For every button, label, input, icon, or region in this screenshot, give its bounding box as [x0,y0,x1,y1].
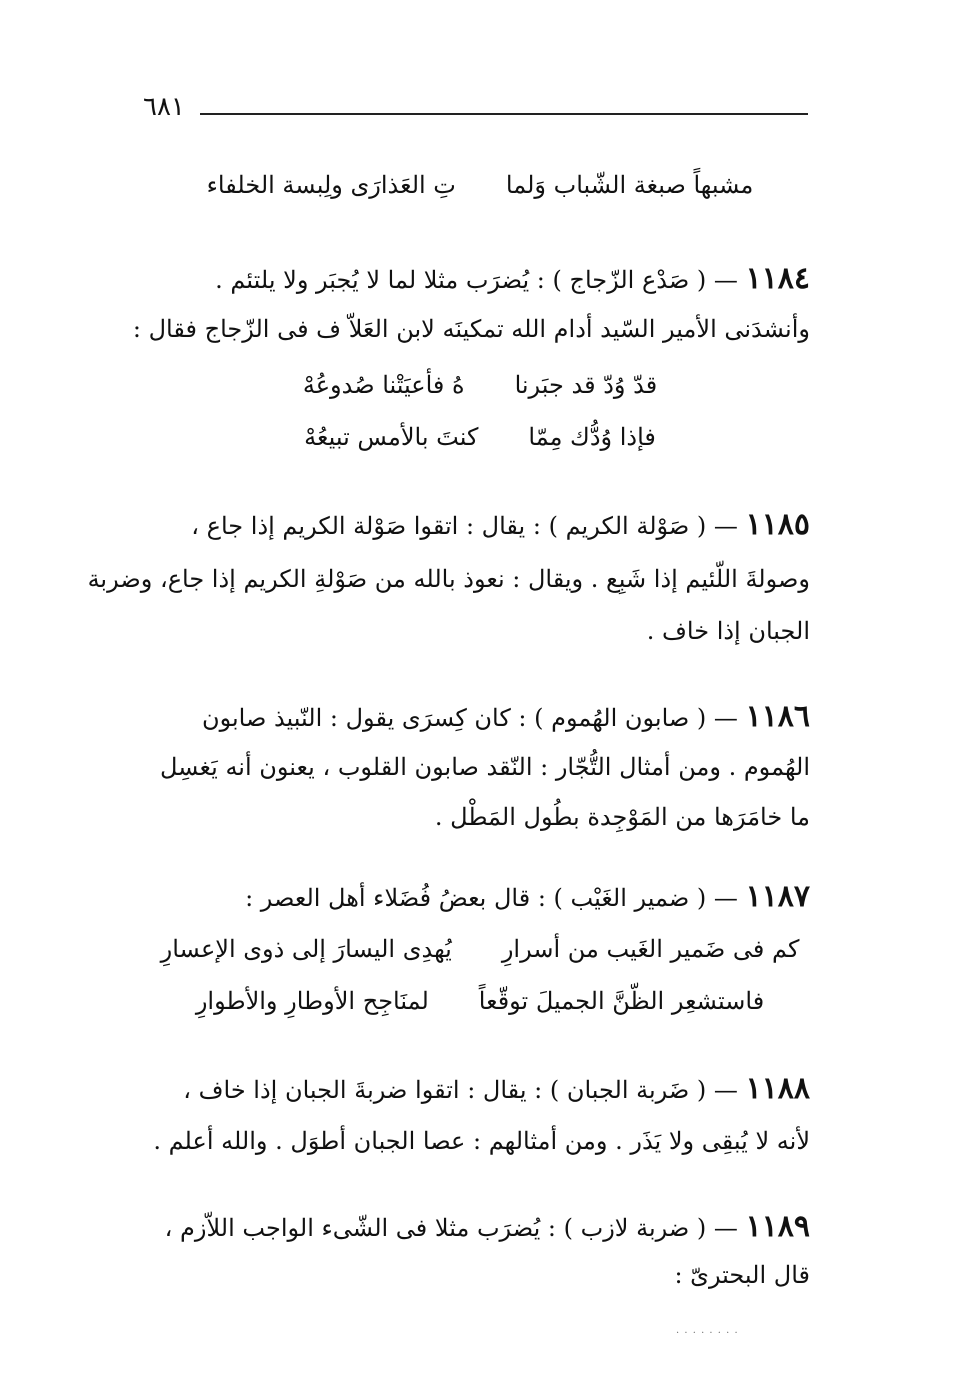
entry-1186-line-1 [150,700,810,735]
entry-text: — ( صابون الهُموم ) : كان كِسرَى يقول : النّبيذ صابون [201,704,738,732]
hemistich-left: كنتَ بالأمس تبيعُهْ [304,423,479,451]
entry-number: ١١٨٦ [745,699,810,734]
verse-line [150,932,810,966]
entry-text: — ( صَوْلة الكريم ) : يقال : اتقوا صَوْلة الكريم إذا جاع ، [191,512,738,540]
entry-1188-line-1 [150,1072,810,1107]
entry-1187-line-1 [230,880,810,915]
entry-1184-line-2: وأنشدَنى الأمير السّيد أدام الله تمكينَه لابن العَلاّ ف فى الزّجاج فقال : [132,315,810,343]
entry-1188-line-2: لأنه لا يُبقِى ولا يَذَر . ومن أمثالهم : عصا الجبان أطوَل . والله أعلم . [153,1127,810,1155]
entry-text: — ( ضربة لازب ) : يُضرَب مثلا فى الشّىء الواجب اللاّزم ، [164,1214,738,1242]
entry-number: ١١٨٧ [745,879,810,914]
hemistich-right: فإذا وُدُّك مِمّا [528,423,656,451]
hemistich-right: كم فى ضَمير الغَيب من أسرارِ [501,935,800,963]
hemistich-right: قدّ وُدّ قد جبَرنا [514,371,658,399]
hemistich-left: هُ فأعيَتْنا صُدوعُهْ [302,371,465,399]
entry-number: ١١٨٨ [745,1071,810,1106]
entry-text: — ( ضمير الغَيْب ) : قال بعضُ فُضَلاء أهل العصر : [245,884,738,912]
verse-line [150,420,810,454]
page-body [87,0,810,1400]
footer-mark: · · · · · · · · [676,1328,739,1339]
entry-number: ١١٨٥ [745,507,810,542]
entry-1185-line-2: وصولةَ اللّئيم إذا شَبِع . ويقال : نعوذ بالله من صَوْلةِ الكريم إذا جاع، وضربة [87,565,810,593]
hemistich-right: مشبهاً صبغة الشّباب وَلما [505,171,754,199]
entry-1189-line-2: قال البحترىّ : [674,1261,810,1289]
verse-line [150,168,810,202]
entry-1185-line-3: الجبان إذا خاف . [646,617,810,645]
hemistich-right: فاستشعِر الظّنَّ الجميلَ توقّعاً [478,987,765,1015]
entry-1186-line-2: الهُموم . ومن أمثال التُّجّار : النّقد صابون القلوب ، يعنون أنه يَغسِل [159,753,810,781]
entry-number: ١١٨٤ [745,261,810,296]
entry-1186-line-3: ما خامَرَها من المَوْجِدة بطُول المَطْل . [434,803,810,831]
entry-text: — ( صَدْع الزّجاج ) : يُضرَب مثلا لما لا يُجبَر ولا يلتئم . [215,266,738,294]
entry-1189-line-1 [150,1210,810,1245]
hemistich-left: لمنَاجِح الأوطارِ والأطوارِ [195,987,429,1015]
verse-line [150,984,810,1018]
entry-text: — ( ضَربة الجبان ) : يقال : اتقوا ضربةَ الجبان إذا خاف ، [183,1076,738,1104]
entry-number: ١١٨٩ [745,1209,810,1244]
entry-1185-line-1 [150,508,810,543]
entry-1184-line-1 [150,262,810,297]
hemistich-left: يُهدِى اليسارَ إلى ذوى الإعسارِ [160,935,452,963]
hemistich-left: تِ العَذارَى ولِبسة الخلفاء [206,171,456,199]
verse-line [150,368,810,402]
page-number: ٦٨١ [143,92,185,122]
